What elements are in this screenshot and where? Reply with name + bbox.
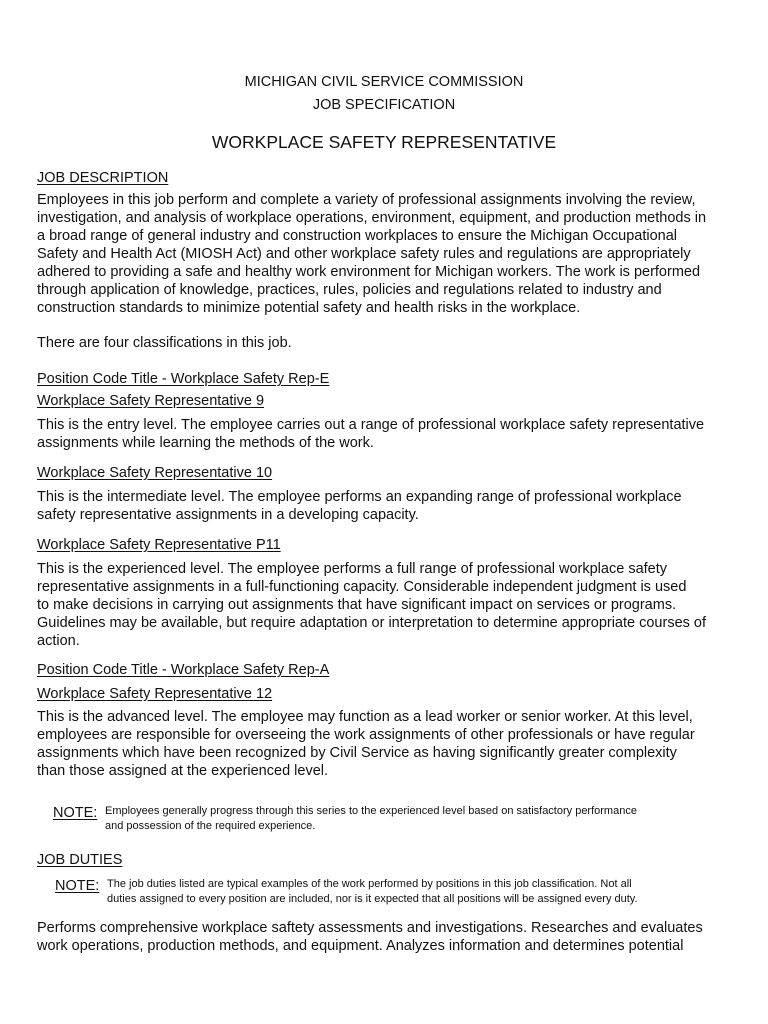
text-line: adhered to providing a safe and healthy work environment for Michigan workers. The work is performed	[37, 264, 701, 280]
level-9-description	[37, 416, 737, 452]
text-line: assignments which have been recognized by Civil Service as having significantly greater complexity	[37, 745, 677, 761]
level-12-heading: Workplace Safety Representative 12	[37, 686, 273, 702]
text-line: investigation, and analysis of workplace operations, environment, equipment, and production methods in	[37, 210, 707, 226]
text-line: Employees in this job perform and complete a variety of professional assignments involving the review,	[37, 192, 696, 208]
level-p11-description	[37, 560, 737, 650]
text-line: work operations, production methods, and equipment. Analyzes information and determines potential	[37, 938, 684, 954]
text-line: duties assigned to every position are included, nor is it expected that all positions will be assigned every duty.	[107, 893, 638, 905]
text-line: Guidelines may be available, but require adaptation or interpretation to determine appropriate courses of	[37, 615, 707, 631]
level-p11-heading: Workplace Safety Representative P11	[37, 537, 281, 553]
note-label: NOTE:	[53, 805, 98, 821]
text-line: The job duties listed are typical examples of the work performed by positions in this job classification. Not all	[107, 878, 632, 890]
text-line: action.	[37, 633, 80, 649]
duties-note	[107, 877, 638, 907]
text-line: Employees generally progress through this series to the experienced level based on satisfactory performance	[105, 805, 637, 817]
duties-note-label: NOTE:	[55, 878, 100, 894]
commission-name: MICHIGAN CIVIL SERVICE COMMISSION	[244, 74, 524, 90]
level-10-description	[37, 488, 737, 524]
text-line: safety representative assignments in a developing capacity.	[37, 507, 419, 523]
text-line: employees are responsible for overseeing the work assignments of other professionals or have regular	[37, 727, 695, 743]
text-line: representative assignments in a full-functioning capacity. Considerable independent judgment is used	[37, 579, 687, 595]
position-code-title-e: Position Code Title - Workplace Safety Rep-E	[37, 371, 330, 387]
job-description-paragraph	[37, 191, 737, 317]
text-line: Performs comprehensive workplace saftety assessments and investigations. Researches and evaluates	[37, 920, 703, 936]
text-line: This is the entry level. The employee carries out a range of professional workplace safety representative	[37, 417, 705, 433]
text-line: a broad range of general industry and construction workplaces to ensure the Michigan Occupational	[37, 228, 677, 244]
text-line: to make decisions in carrying out assignments that have significant impact on services or programs.	[37, 597, 677, 613]
job-duties-paragraph	[37, 919, 737, 955]
job-duties-heading: JOB DUTIES	[37, 852, 123, 868]
document-type: JOB SPECIFICATION	[312, 97, 456, 113]
text-line: This is the intermediate level. The employee performs an expanding range of professional workplace	[37, 489, 682, 505]
text-line: than those assigned at the experienced level.	[37, 763, 329, 779]
text-line: and possession of the required experience.	[105, 820, 316, 832]
page-title: WORKPLACE SAFETY REPRESENTATIVE	[211, 132, 557, 152]
classification-count-text: There are four classifications in this job.	[37, 335, 292, 351]
job-description-heading: JOB DESCRIPTION	[37, 170, 169, 186]
text-line: construction standards to minimize potential safety and health risks in the workplace.	[37, 300, 581, 316]
text-line: Safety and Health Act (MIOSH Act) and other workplace safety rules and regulations are appropriately	[37, 246, 691, 262]
text-line: This is the advanced level. The employee may function as a lead worker or senior worker. At this level,	[37, 709, 693, 725]
position-code-title-a: Position Code Title - Workplace Safety Rep-A	[37, 662, 330, 678]
text-line: assignments while learning the methods of the work.	[37, 435, 374, 451]
progression-note	[105, 804, 637, 834]
level-10-heading: Workplace Safety Representative 10	[37, 465, 273, 481]
level-9-heading: Workplace Safety Representative 9	[37, 393, 265, 409]
level-12-description	[37, 708, 737, 780]
text-line: This is the experienced level. The employee performs a full range of professional workplace safety	[37, 561, 667, 577]
text-line: through application of knowledge, practices, rules, policies and regulations related to industry and	[37, 282, 662, 298]
